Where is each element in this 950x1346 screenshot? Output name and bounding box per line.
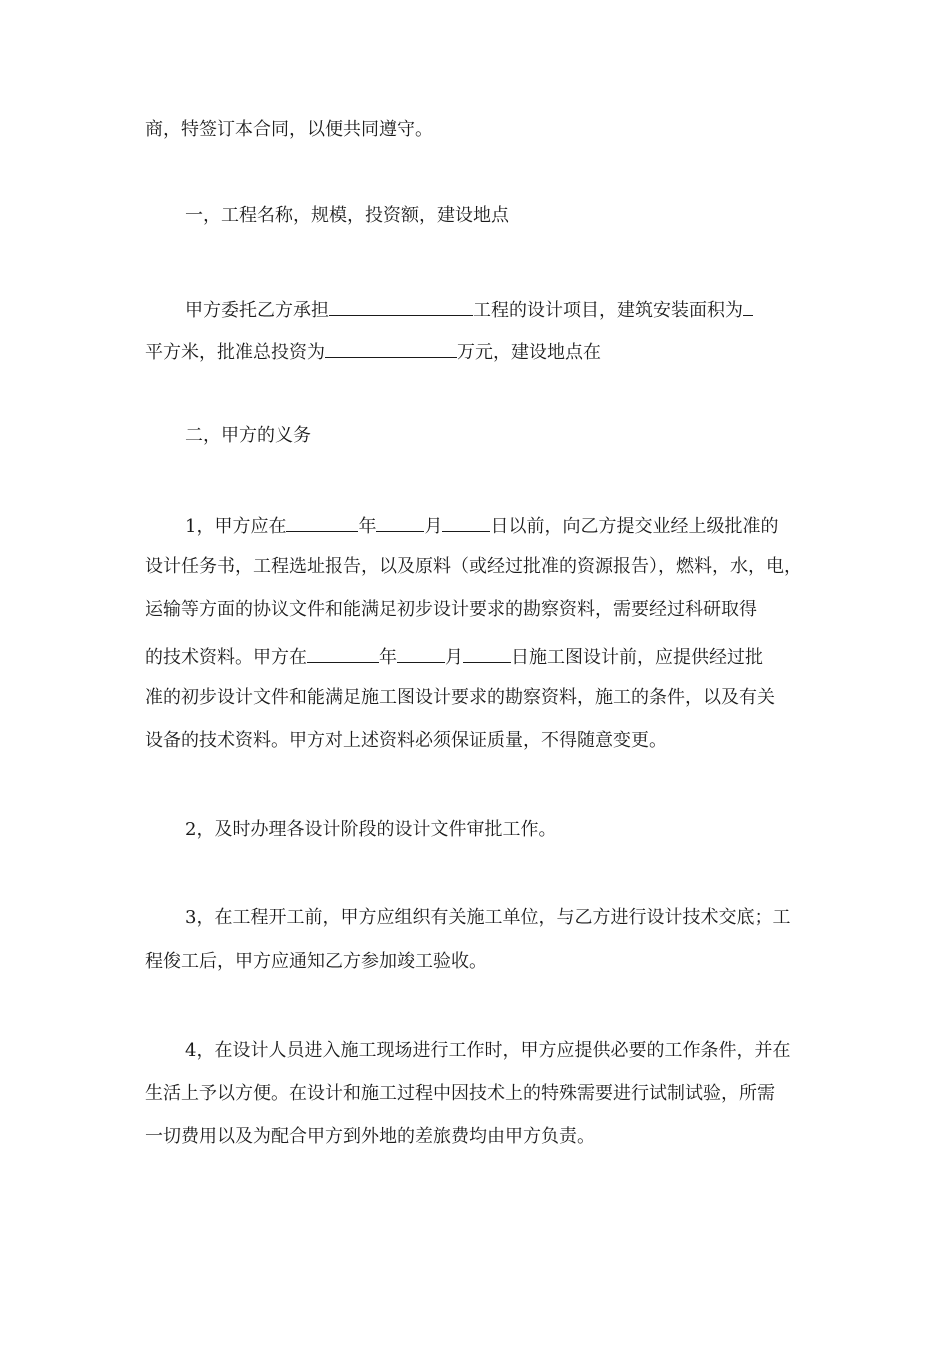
fill-blank-year[interactable] — [286, 512, 358, 532]
section-1-line-1 — [185, 296, 810, 320]
item-4-line-2: 生活上予以方便。在设计和施工过程中因技术上的特殊需要进行试制试验，所需 — [145, 1083, 775, 1104]
item-1-line-6: 设备的技术资料。甲方对上述资料必须保证质量，不得随意变更。 — [145, 730, 667, 751]
text-segment: 年 — [358, 516, 377, 536]
section-1-heading: 一，工程名称，规模，投资额，建设地点 — [185, 205, 509, 226]
text-segment: 年 — [379, 647, 397, 667]
item-3-line-2: 程俊工后，甲方应通知乙方参加竣工验收。 — [145, 951, 487, 972]
item-1-line-1 — [185, 512, 810, 536]
text-segment: 的技术资料。甲方在 — [145, 647, 307, 667]
section-1-line-2 — [145, 338, 810, 362]
fill-blank-area[interactable] — [743, 296, 753, 316]
fill-blank-month[interactable] — [376, 512, 424, 532]
text-segment: 平方米，批准总投资为 — [145, 342, 325, 362]
text-segment: 月 — [424, 516, 443, 536]
fill-blank-month[interactable] — [397, 643, 445, 663]
item-3-line-1: 3，在工程开工前，甲方应组织有关施工单位，与乙方进行设计技术交底；工 — [185, 907, 791, 928]
item-1-line-2: 设计任务书，工程选址报告，以及原料（或经过批准的资源报告），燃料，水，电， — [145, 556, 802, 577]
item-1-line-5: 准的初步设计文件和能满足施工图设计要求的勘察资料，施工的条件，以及有关 — [145, 687, 775, 708]
item-4-line-1: 4，在设计人员进入施工现场进行工作时，甲方应提供必要的工作条件，并在 — [185, 1040, 791, 1061]
item-1-line-3: 运输等方面的协议文件和能满足初步设计要求的勘察资料，需要经过科研取得 — [145, 599, 757, 620]
fill-blank-project-name[interactable] — [329, 296, 473, 316]
item-1-line-4 — [145, 643, 810, 667]
text-segment: 万元，建设地点在 — [457, 342, 601, 362]
fill-blank-day[interactable] — [442, 512, 490, 532]
fill-blank-day[interactable] — [463, 643, 511, 663]
section-2-heading: 二，甲方的义务 — [185, 425, 311, 446]
text-segment: 1，甲方应在 — [185, 516, 287, 536]
fill-blank-investment[interactable] — [325, 338, 457, 358]
text-segment: 工程的设计项目，建筑安装面积为 — [473, 300, 743, 320]
item-2-line-1: 2，及时办理各设计阶段的设计文件审批工作。 — [185, 819, 557, 840]
text-segment: 日以前，向乙方提交业经上级批准的 — [490, 516, 779, 536]
text-segment: 甲方委托乙方承担 — [185, 300, 329, 320]
fill-blank-year[interactable] — [307, 643, 379, 663]
text-segment: 日施工图设计前，应提供经过批 — [511, 647, 763, 667]
text-segment: 月 — [445, 647, 463, 667]
item-4-line-3: 一切费用以及为配合甲方到外地的差旅费均由甲方负责。 — [145, 1126, 595, 1147]
preamble-closing-line: 商，特签订本合同，以便共同遵守。 — [145, 119, 433, 140]
